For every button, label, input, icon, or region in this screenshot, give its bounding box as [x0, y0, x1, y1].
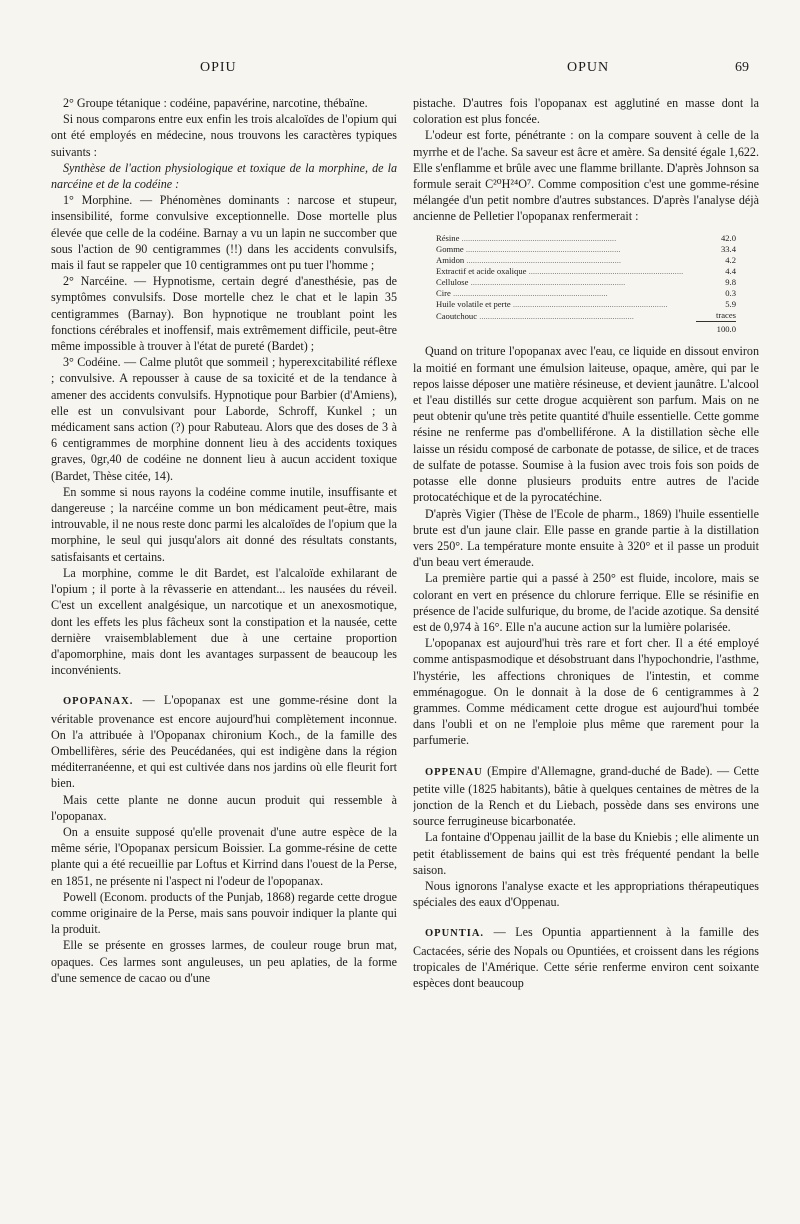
table-cell-name: Cire ..... — [436, 288, 696, 299]
running-header — [0, 60, 800, 84]
table-cell-value: traces — [715, 310, 736, 321]
entry-text: — L'opopanax est une gomme-résine dont la véritable provenance est encore aujourd'hui complètement inconnue. On l'a attribuée à l'Opopanax chironium Koch., de la famille des Ombellifères, série des Peucédanées, qui est indigène dans la région méditerranéenne, et qui est cultivée dans nos jardins où elle fleurit fort bien. — [51, 693, 397, 791]
table-cell-value: 9.8 — [725, 277, 736, 287]
table-cell-value: 4.2 — [725, 254, 736, 265]
table-row — [436, 288, 736, 299]
paragraph: Mais cette plante ne donne aucun produit qui ressemble à l'opopanax. — [51, 792, 397, 823]
paragraph: Powell (Econom. products of the Punjab, 1868) regarde cette drogue comme originaire de la Perse, mais sans pouvoir indiquer la plante qui la produit. — [51, 889, 397, 937]
entry-heading: OPUNTIA. — [425, 928, 485, 940]
header-right-word: OPUN — [567, 60, 610, 75]
right-column — [413, 95, 759, 1140]
table-total: 100.0 — [696, 322, 736, 336]
entry-text: — Les Opuntia appartiennent à la famille des Cactacées, série des Nopals ou Opuntiées, et croissent dans les régions tropicales de l'Amérique. Cette série renferme environ cent soixante espèces dont beaucoup — [413, 925, 759, 990]
entry-heading: OPPENAU — [425, 766, 483, 778]
paragraph: pistache. D'autres fois l'opopanax est agglutiné en masse dont la coloration est plus foncée. — [413, 96, 759, 127]
paragraph: Si nous comparons entre eux enfin les trois alcaloïdes de l'opium qui ont été employés en médecine, nous trouvons les caractères typiques suivants : — [51, 112, 397, 159]
left-column — [51, 95, 397, 1140]
table-row — [436, 244, 736, 255]
header-left-word: OPIU — [200, 60, 237, 75]
paragraph: La première partie qui a passé à 250° est fluide, incolore, mais se colorant en vert en présence du chlorure ferrique. Elle se résinifie en présence de l'acide sulfurique, du brome, de l'acide azotique. Sa densité est de 0,974 à 16°. Elle n'a aucune action sur la lumière polarisée. — [413, 571, 759, 634]
entry-opuntia — [413, 924, 759, 991]
table-cell-name: Résine ..... — [436, 233, 696, 244]
paragraph: 2° Narcéine. — Hypnotisme, certain degré d'anesthésie, pas de symptômes convulsifs. Dose mortelle chez le chat et le lapin 35 centigrammes (Barnay). Bon hypnotique ne troublant point les fonctions cérébrales et inoffensif, mais extrêmement difficile, peut-être même impossible à trouver à l'état de pureté (Bardet) ; — [51, 274, 397, 354]
table-cell-name: Caoutchouc ..... — [436, 310, 696, 322]
paragraph: 3° Codéine. — Calme plutôt que sommeil ; hyperexcitabilité réflexe ; convulsive. A repousser à cause de sa toxicité et de la tendance à amener des accidents convulsifs. Hypnotique pour Barbier (d'Amiens), elle est un convulsivant pour Laborde, Schroff, Kunkel ; un médicament sans action (?) pour Rabuteau. Alors que des doses de 3 à 6 centigrammes de morphine donnent lieu à des accidents toxiques graves, 0gr,40 de codéine ne donnent lieu à aucun accident toxique (Bardet, Thèse citée, 14). — [51, 355, 397, 483]
paragraph: Synthèse de l'action physiologique et toxique de la morphine, de la narcéine et de la codéine : — [51, 160, 397, 192]
paragraph: En somme si nous rayons la codéine comme inutile, insuffisante et dangereuse ; la narcéine comme un bon médicament peut-être, mais introuvable, il ne nous reste donc parmi les alcaloïdes de l'opium que la morphine, le seul qui jusqu'alors ait donné des résultats constants, satisfaisants et certains. — [51, 484, 397, 564]
table-cell-value: 5.9 — [725, 299, 736, 310]
paragraph: Quand on triture l'opopanax avec l'eau, ce liquide en dissout environ la moitié en formant une émulsion laiteuse, opaque, amère, qui par le repos laisse déposer une matière résineuse, et devient jaunâtre. L'alcool et l'eau distillés sur cette drogue acquièrent son parfum. Mais on ne peut obtenir qu'une très petite quantité d'huile essentielle. Cette gomme résine ne renferme pas d'ombelliférone. A la distillation sèche elle laisse un résidu composé de carbonate de potasse, de silice, et de traces de sulfate de potasse. Soumise à la fusion avec trois fois son poids de potasse elle donne plusieurs produits entre autres de l'acide protocatéchique et de la pyrocatéchine. — [413, 344, 759, 505]
entry-text: (Empire d'Allemagne, grand-duché de Bade). — Cette petite ville (1825 habitants), bâtie à quelques centaines de mètres de la jonction de la Rench et du Liebach, possède dans ses environs une source ferrugineuse bicarbonatée. — [413, 763, 759, 829]
table-cell-value: 33.4 — [720, 243, 736, 254]
paragraph: La fontaine d'Oppenau jaillit de la base du Kniebis ; elle alimente un petit établissement de bains qui est très fréquenté pendant la belle saison. — [413, 830, 759, 877]
table-row — [436, 255, 736, 266]
table-cell-name: Cellulose ..... — [436, 277, 696, 288]
table-row — [436, 299, 736, 310]
paragraph: On a ensuite supposé qu'elle provenait d'une autre espèce de la même série, l'Opopanax persicum Boissier. La gomme-résine de cette plante qui a été recueillie par Loftus et Kirrind dans l'ouest de la Perse, en 1851, ne présente ni l'aspect ni l'odeur de l'opopanax. — [51, 824, 397, 888]
table-cell-value: 0.3 — [725, 288, 736, 299]
table-cell-value: 4.4 — [725, 265, 736, 276]
paragraph: Nous ignorons l'analyse exacte et les appropriations thérapeutiques spéciales des eaux d'Oppenau. — [413, 878, 759, 910]
entry-heading: OPOPANAX. — [63, 696, 134, 708]
composition-table — [436, 233, 736, 336]
table-cell-name: Huile volatile et perte ..... — [436, 299, 696, 310]
paragraph: D'après Vigier (Thèse de l'Ecole de pharm., 1869) l'huile essentielle brute est d'un jaune clair. Elle passe en grande partie à la distillation vers 250°. La température monte ensuite à 320° et il passe un produit d'un beau vert émeraude. — [413, 506, 759, 570]
entry-oppenau — [413, 763, 759, 830]
table-cell-name: Gomme ..... — [436, 244, 696, 255]
table-row — [436, 233, 736, 244]
table-row — [436, 277, 736, 288]
table-row — [436, 310, 736, 322]
page-number: 69 — [735, 60, 749, 75]
table-cell-name: Amidon ..... — [436, 255, 696, 266]
table-row — [436, 266, 736, 277]
paragraph: L'opopanax est aujourd'hui très rare et fort cher. Il a été employé comme antispasmodique et désobstruant dans l'hypochondrie, l'asthme, l'hystérie, les affections chroniques de l'intestin, et comme emménagogue. On le donnait à la dose de 6 centigrammes à 2 grammes. Comme médicament cette drogue est aujourd'hui tombée dans l'oubli et on ne l'emploie plus même que rarement pour la parfumerie. — [413, 636, 759, 748]
table-cell-name: Extractif et acide oxalique ..... — [436, 266, 696, 277]
paragraph: Elle se présente en grosses larmes, de couleur rouge brun mat, opaques. Ces larmes sont anguleuses, un peu aplaties, de la forme d'une semence de cacao ou d'une — [51, 938, 397, 985]
table-total-row — [436, 322, 736, 336]
table-cell-value: 42.0 — [720, 232, 736, 243]
paragraph: 1° Morphine. — Phénomènes dominants : narcose et stupeur, insensibilité, forme convulsive exceptionnelle. Dose mortelle plus élevée que celle de la codéine. Barnay a vu un lapin ne succomber que sous l'action de 90 centigrammes (!!) dans les accidents convulsifs, mais il faut se rappeler que 10 centigrammes ont pu tuer l'homme ; — [51, 193, 397, 273]
paragraph: L'odeur est forte, pénétrante : on la compare souvent à celle de la myrrhe et de l'ache. Sa saveur est âcre et amère. Sa densité égale 1,622. Elle s'enflamme et brûle avec une flamme brillante. D'après Johnson sa formule serait C²⁰H²⁴O⁷. Comme composition c'est une gomme-résine mélangée d'un petit nombre d'autres substances. D'après l'analyse déjà ancienne de Pelletier l'opopanax renfermerait : — [413, 128, 759, 224]
paragraph: 2° Groupe tétanique : codéine, papavérine, narcotine, thébaïne. — [63, 96, 368, 110]
paragraph: La morphine, comme le dit Bardet, est l'alcaloïde exhilarant de l'opium ; il porte à la rêvasserie en attendant... les nausées du réveil. C'est un excellent analgésique, un narcotique et un anexosmotique, dont les effets les plus fâcheux sont la constipation et la nausée, cette dernière vraisemblablement due à une certaine proportion d'apomorphine, mais dont les avantages surpassent de beaucoup les inconvénients. — [51, 565, 397, 678]
entry-opopanax — [51, 692, 397, 791]
